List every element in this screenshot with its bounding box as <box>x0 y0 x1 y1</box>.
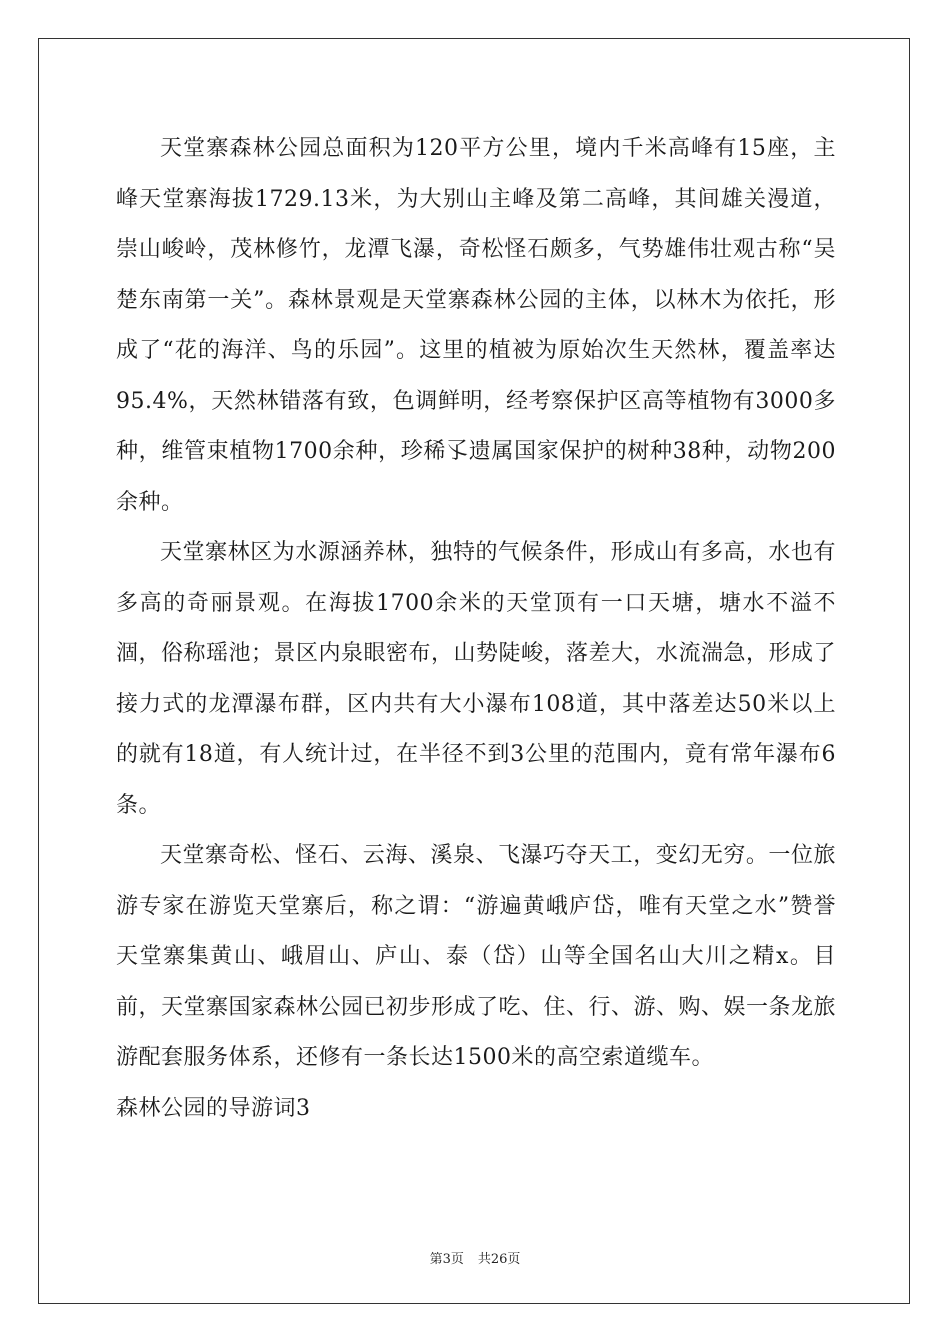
paragraph-3: 天堂寨奇松、怪石、云海、溪泉、飞瀑巧夺天工，变幻无穷。一位旅游专家在游览天堂寨后，称之谓：“游遍黄峨庐岱，唯有天堂之水”赞誉天堂寨集黄山、峨眉山、庐山、泰（岱）山等全国名山大川之精x。目前，天堂寨国家森林公园已初步形成了吃、住、行、游、购、娱一条龙旅游配套服务体系，还修有一条长达1500米的高空索道缆车。 <box>116 843 837 1070</box>
page-footer <box>0 1248 950 1267</box>
paragraph-2: 天堂寨林区为水源涵养林，独特的气候条件，形成山有多高，水也有多高的奇丽景观。在海拔1700余米的天堂顶有一口天塘，塘水不溢不涸，俗称瑶池；景区内泉眼密布，山势陡峻，落差大，水流湍急，形成了接力式的龙潭瀑布群，区内共有大小瀑布108道，其中落差达50米以上的就有18道，有人统计过，在半径不到3公里的范围内，竟有常年瀑布6条。 <box>116 540 837 818</box>
section-heading: 森林公园的导游词3 <box>116 1095 311 1121</box>
page-total: 共26页 <box>477 1252 521 1267</box>
page-number: 第3页 <box>429 1252 464 1267</box>
document-body <box>116 124 836 1134</box>
paragraph-1: 天堂寨森林公园总面积为120平方公里，境内千米高峰有15座，主峰天堂寨海拔1729.13米，为大别山主峰及第二高峰，其间雄关漫道，崇山峻岭，茂林修竹，龙潭飞瀑，奇松怪石颇多，气势雄伟壮观古称“吴楚东南第一关”。森林景观是天堂寨森林公园的主体，以林木为依托，形成了“花的海洋、鸟的乐园”。这里的植被为原始次生天然林，覆盖率达95.4%，天然林错落有致，色调鲜明，经考察保护区高等植物有3000多种，维管束植物1700余种，珍稀孓遗属国家保护的树种38种，动物200余种。 <box>116 136 836 515</box>
